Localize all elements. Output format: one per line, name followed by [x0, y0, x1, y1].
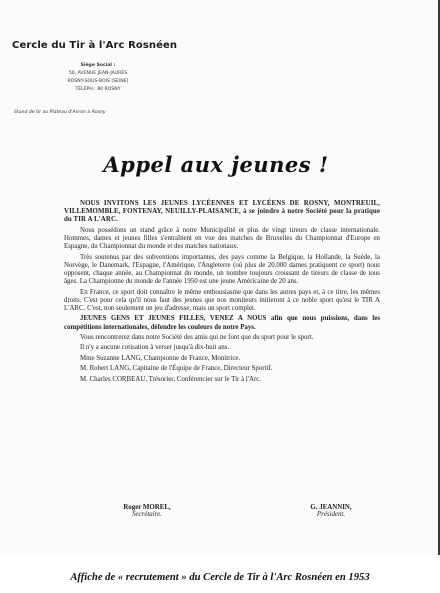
address-line-1: 50, AVENUE JEAN-JAURÈS: [68, 71, 128, 76]
president-role: Président.: [316, 511, 346, 518]
paragraph-friends: Vous rencontrerez dans notre Société des amis qui ne font que du sport pour le sport.: [80, 333, 314, 341]
staff-treasurer: M. Charles CORBEAU, Trésorier, Conférencier sur le Tir à l'Arc.: [80, 375, 262, 383]
signature-secretary: [112, 504, 182, 518]
secretary-role: Secrétaire.: [132, 511, 162, 518]
seat-label: Siège Social :: [80, 63, 116, 68]
paragraph-invitation: NOUS INVITONS LES JEUNES LYCÉENNES ET LYCÉENS DE ROSNY, MONTREUIL, VILLEMOMBLE, FONTENAY, NEUILLY-PLAISANCE, à se joindre à notre Société pour la pratique du TIR A L'ARC.: [64, 200, 380, 224]
phone-line: TÉLÉPH.: 80 ROSNY: [75, 87, 121, 92]
paragraph-fee: Il n'y a aucune cotisation à verser jusqu'à dix-huit ans.: [80, 344, 230, 352]
president-name: G. JEANNIN,: [310, 504, 352, 511]
staff-director: M. Robert LANG, Capitaine de l'Équipe de France, Directeur Sportif.: [80, 365, 273, 373]
poster-body: [64, 200, 380, 386]
photo-caption: Affiche de « recrutement » du Cercle de Tir à l'Arc Rosnéen en 1953: [70, 572, 370, 583]
club-address-block: [48, 62, 148, 94]
secretary-name: Roger MOREL,: [123, 504, 171, 511]
club-name: Cercle du Tir à l'Arc Rosnéen: [12, 40, 178, 51]
address-line-2: ROSNY-SOUS-BOIS (SEINE): [67, 79, 129, 84]
headline: Appel aux jeunes !: [103, 152, 329, 177]
paragraph-international: Très soutenus par des subventions importantes, des pays comme la Belgique, la Hollande, la Suède, la Norvège, le Danemark, l'Espagne, l'Amérique, l'Angleterre (où plus de 20.000 dames pratiquent ce sport) nous opposent, chaque année, au Championnat du monde, un nombre toujours croissant de tireurs de classe de tous âges. La Championne du monde de l'année 1950 est une jeune Américaine de 20 ans.: [64, 253, 380, 286]
paragraph-call: JEUNES GENS ET JEUNES FILLES, VENEZ A NOUS afin que nous puissions, dans les compétitions internationales, défendre les couleurs de notre Pays.: [64, 315, 380, 331]
paragraph-france: En France, ce sport doit connaître le même enthousiasme que dans les autres pays et, à ce titre, les mêmes droits. C'est pour cela qu'il nous faut des jeunes que nos moniteurs initieront à ce noble sport qu'est le TIR A L'ARC. C'est, non seulement un jeu d'adresse, mais un sport complet.: [64, 288, 380, 312]
signature-president: [296, 504, 366, 518]
paragraph-stand: Nous possédons un stand grâce à notre Municipalité et plus de vingt tireurs de classe internationale. Hommes, dames et jeunes filles s'entraînent en vue des matches de Bruxelles du Championnat d'Europe en Espagne, du Championnat du monde et des matches nationaux.: [64, 226, 380, 251]
staff-monitor: Mme Suzanne LANG, Championne de France, Monitrice.: [80, 354, 241, 362]
stand-location: Stand de tir au Plateau d'Avron à Rosny: [14, 110, 106, 115]
